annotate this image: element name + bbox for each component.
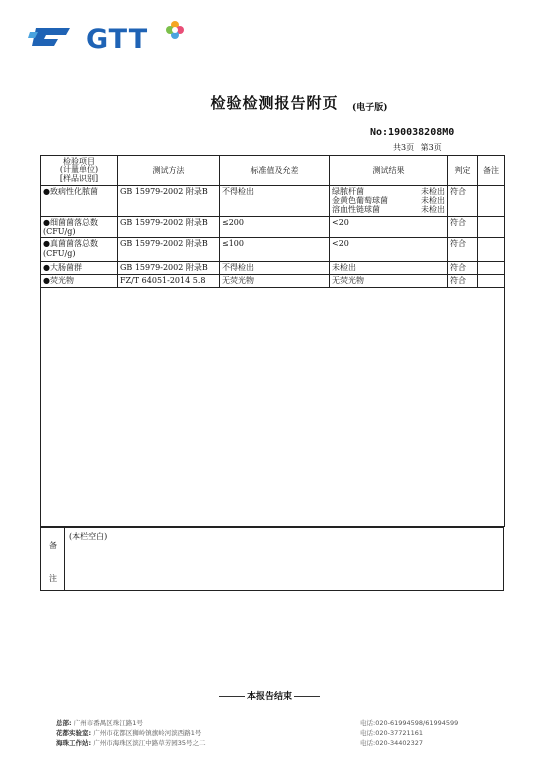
method-cell: GB 15979-2002 附录B <box>118 262 220 275</box>
table-row <box>41 275 505 288</box>
table-row <box>41 217 505 238</box>
divider <box>219 696 245 697</box>
page-current: 第3页 <box>420 143 442 152</box>
result-cell: <20 <box>330 217 448 238</box>
item-cell: ●荧光物 <box>41 275 118 288</box>
header-standard: 标准值及允差 <box>220 156 330 186</box>
result-line: 溶血性链球菌 未检出 <box>332 205 445 215</box>
method-cell: GB 15979-2002 附录B <box>118 238 220 262</box>
blank-cell <box>41 288 505 527</box>
method-cell: GB 15979-2002 附录B <box>118 186 220 217</box>
brand-name: GTT <box>86 24 149 55</box>
note-cell <box>478 238 505 262</box>
header-method: 测试方法 <box>118 156 220 186</box>
verdict-cell: 符合 <box>448 275 478 288</box>
report-end: 本报告结束 <box>0 689 539 702</box>
page-count <box>393 142 446 153</box>
result-cell: 未检出 <box>330 262 448 275</box>
results-table <box>40 155 504 527</box>
result-cell <box>330 186 448 217</box>
note-cell <box>478 186 505 217</box>
verdict-cell: 符合 <box>448 262 478 275</box>
page-total: 共3页 <box>393 143 415 152</box>
remarks-label: 备 注 <box>41 528 65 590</box>
note-cell <box>478 262 505 275</box>
header-verdict: 判定 <box>448 156 478 186</box>
report-number: No:190038208M0 <box>370 127 455 138</box>
footer-addresses <box>56 718 496 748</box>
table-row <box>41 238 505 262</box>
flower-logo-icon <box>165 20 185 40</box>
standard-cell: 不得检出 <box>220 262 330 275</box>
item-cell: ●真菌菌落总数 (CFU/g) <box>41 238 118 262</box>
footer-row: 总部: 广州市番禺区珠江路1号 电话:020-61994598/61994599 <box>56 719 459 727</box>
gtt-logo-icon <box>28 22 74 52</box>
item-cell: ●细菌菌落总数 (CFU/g) <box>41 217 118 238</box>
remarks-box <box>40 527 504 591</box>
table-row <box>41 262 505 275</box>
header-item: 检验项目 (计量单位) [样品识别] <box>41 156 118 186</box>
verdict-cell: 符合 <box>448 186 478 217</box>
item-cell: ●大肠菌群 <box>41 262 118 275</box>
standard-cell: 无荧光物 <box>220 275 330 288</box>
result-line: 绿脓杆菌 未检出 <box>332 187 445 196</box>
note-cell <box>478 217 505 238</box>
header-result: 测试结果 <box>330 156 448 186</box>
footer-row: 花都实验室: 广州市花都区狮岭镇旗岭河滨西路1号 电话:020-37721161 <box>56 729 424 737</box>
result-cell: <20 <box>330 238 448 262</box>
header-note: 备注 <box>478 156 505 186</box>
divider <box>294 696 320 697</box>
table-blank-row <box>41 288 505 527</box>
note-cell <box>478 275 505 288</box>
footer-row: 海珠工作站: 广州市海珠区滨江中路草芳园35号之二 电话:020-34402327 <box>56 739 424 747</box>
table-header-row <box>41 156 505 186</box>
company-header <box>28 20 228 60</box>
title-suffix: (电子版) <box>352 103 388 113</box>
item-cell: ●致病性化脓菌 <box>41 186 118 217</box>
verdict-cell: 符合 <box>448 217 478 238</box>
method-cell: FZ/T 64051-2014 5.8 <box>118 275 220 288</box>
result-cell: 无荧光物 <box>330 275 448 288</box>
standard-cell: ≤200 <box>220 217 330 238</box>
remarks-text: (本栏空白) <box>69 532 108 541</box>
method-cell: GB 15979-2002 附录B <box>118 217 220 238</box>
standard-cell: ≤100 <box>220 238 330 262</box>
result-line: 金黄色葡萄球菌 未检出 <box>332 196 445 206</box>
page-title: 检验检测报告附页 <box>210 94 339 112</box>
table-row <box>41 186 505 217</box>
standard-cell: 不得检出 <box>220 186 330 217</box>
verdict-cell: 符合 <box>448 238 478 262</box>
